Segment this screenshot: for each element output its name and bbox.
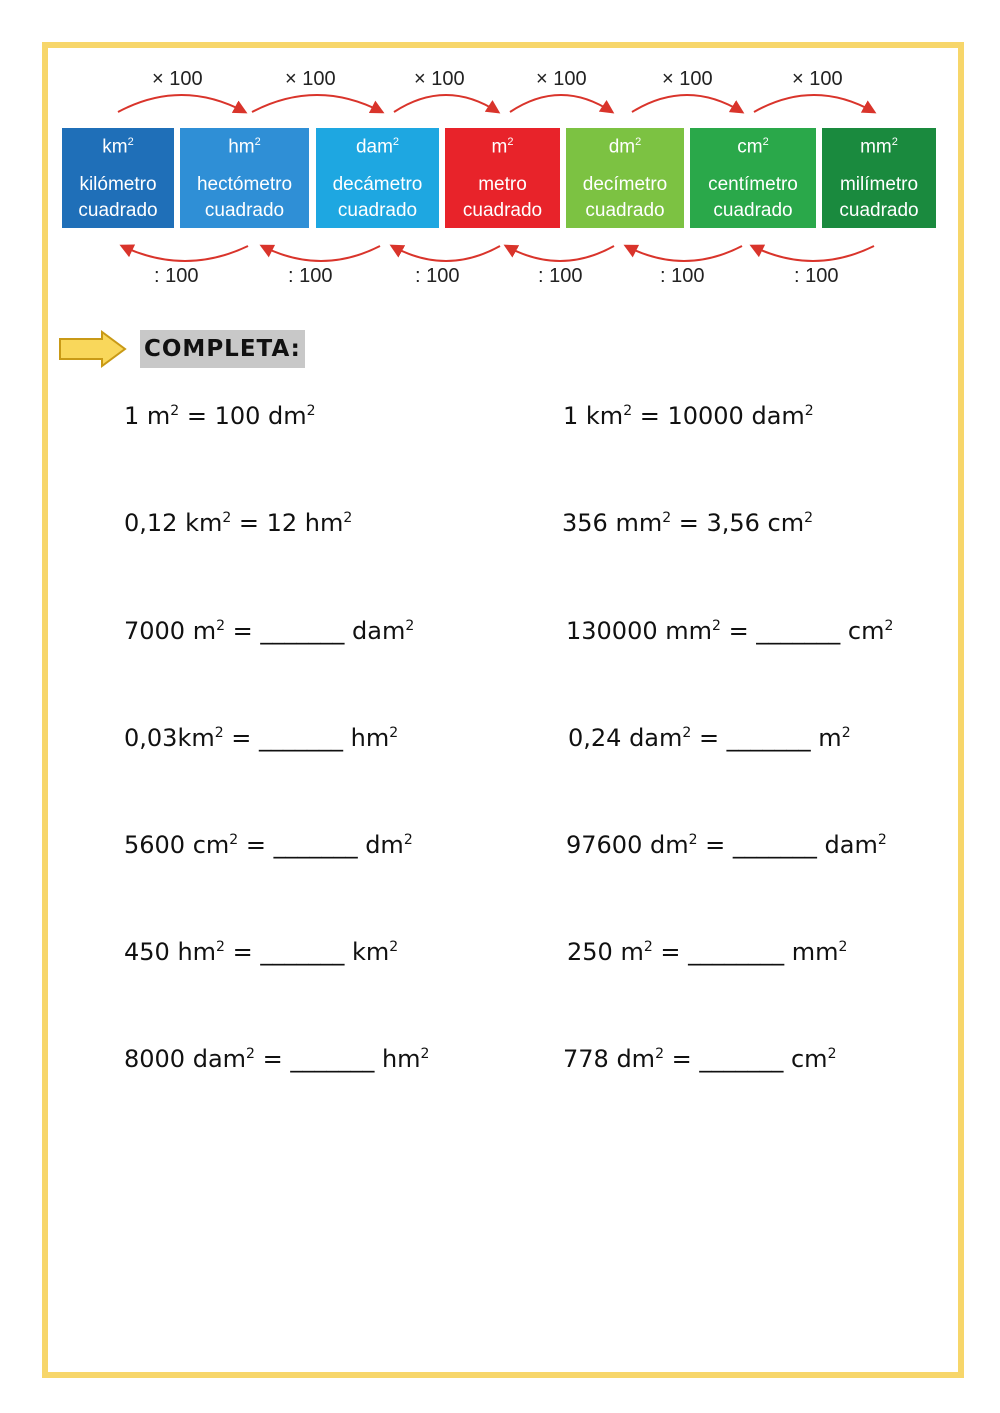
unit-box-cm2: $cm^2$ centímetro cuadrado	[690, 128, 816, 228]
divide-label: : 100	[538, 265, 583, 287]
divide-label: : 100	[288, 265, 333, 287]
exercise-item[interactable]: 0,24 dam$^2$ = _______ $m^2$	[568, 724, 851, 752]
exercise-item[interactable]: 450 $hm^2$ = _______ $km^2$	[124, 938, 399, 966]
unit-box-dm2: $dm^2$ decímetro cuadrado	[566, 128, 684, 228]
multiply-arrow	[394, 95, 498, 112]
exercise-item[interactable]: 250 $m^2$ = ________ $mm^2$	[567, 938, 848, 966]
divide-arrow	[752, 246, 874, 261]
right-arrow-icon	[58, 330, 128, 368]
multiply-label: × 100	[414, 68, 465, 90]
exercise-item: 1 $km^2 = 10000$ dam$^2$	[563, 402, 814, 430]
unit-box-hm2: $hm^2$ hectómetro cuadrado	[180, 128, 309, 228]
multiply-label: × 100	[536, 68, 587, 90]
divide-arrow	[262, 246, 380, 261]
multiply-label: × 100	[792, 68, 843, 90]
multiply-label: × 100	[285, 68, 336, 90]
unit-table	[62, 128, 936, 228]
exercise-item: 0,12 $km^2 = 12$ $hm^2$	[124, 509, 353, 537]
unit-box-km2: $km^2$ kilómetro cuadrado	[62, 128, 174, 228]
multiply-arrow	[118, 95, 245, 112]
exercise-item[interactable]: 7000 $m^2$ = _______ dam$^2$	[124, 617, 415, 645]
multiply-label: × 100	[152, 68, 203, 90]
multiply-arrow	[252, 95, 382, 112]
multiply-arrow	[754, 95, 874, 112]
divide-label: : 100	[794, 265, 839, 287]
unit-box-mm2: $mm^2$ milímetro cuadrado	[822, 128, 936, 228]
divide-arrow	[122, 246, 248, 261]
multiply-arrow	[510, 95, 612, 112]
exercise-item[interactable]: $0,03km^2$ = _______ $hm^2$	[124, 724, 399, 752]
exercise-item[interactable]: 778 $dm^2$ = _______ $cm^2$	[563, 1045, 837, 1073]
instruction-title: COMPLETA:	[140, 330, 305, 368]
divide-arrow	[506, 246, 614, 261]
exercise-item[interactable]: 130000 $mm^2$ = _______ $cm^2$	[566, 617, 894, 645]
exercise-item: 1 $m^2 = 100$ $dm^2$	[124, 402, 316, 430]
exercise-item[interactable]: 97600 $dm^2$ = _______ dam$^2$	[566, 831, 887, 859]
unit-box-m2: $m^2$ metro cuadrado	[445, 128, 560, 228]
exercise-item: 356 $mm^2 = 3,56$ $cm^2$	[562, 509, 814, 537]
divide-arrow	[392, 246, 500, 261]
unit-box-dam2: dam$^2$ decámetro cuadrado	[316, 128, 439, 228]
divide-label: : 100	[660, 265, 705, 287]
exercise-item[interactable]: 8000 dam$^2$ = _______ $hm^2$	[124, 1045, 430, 1073]
exercise-item[interactable]: 5600 $cm^2$ = _______ $dm^2$	[124, 831, 413, 859]
divide-arrow	[626, 246, 742, 261]
multiply-label: × 100	[662, 68, 713, 90]
multiply-arrow	[632, 95, 742, 112]
divide-label: : 100	[415, 265, 460, 287]
divide-label: : 100	[154, 265, 199, 287]
